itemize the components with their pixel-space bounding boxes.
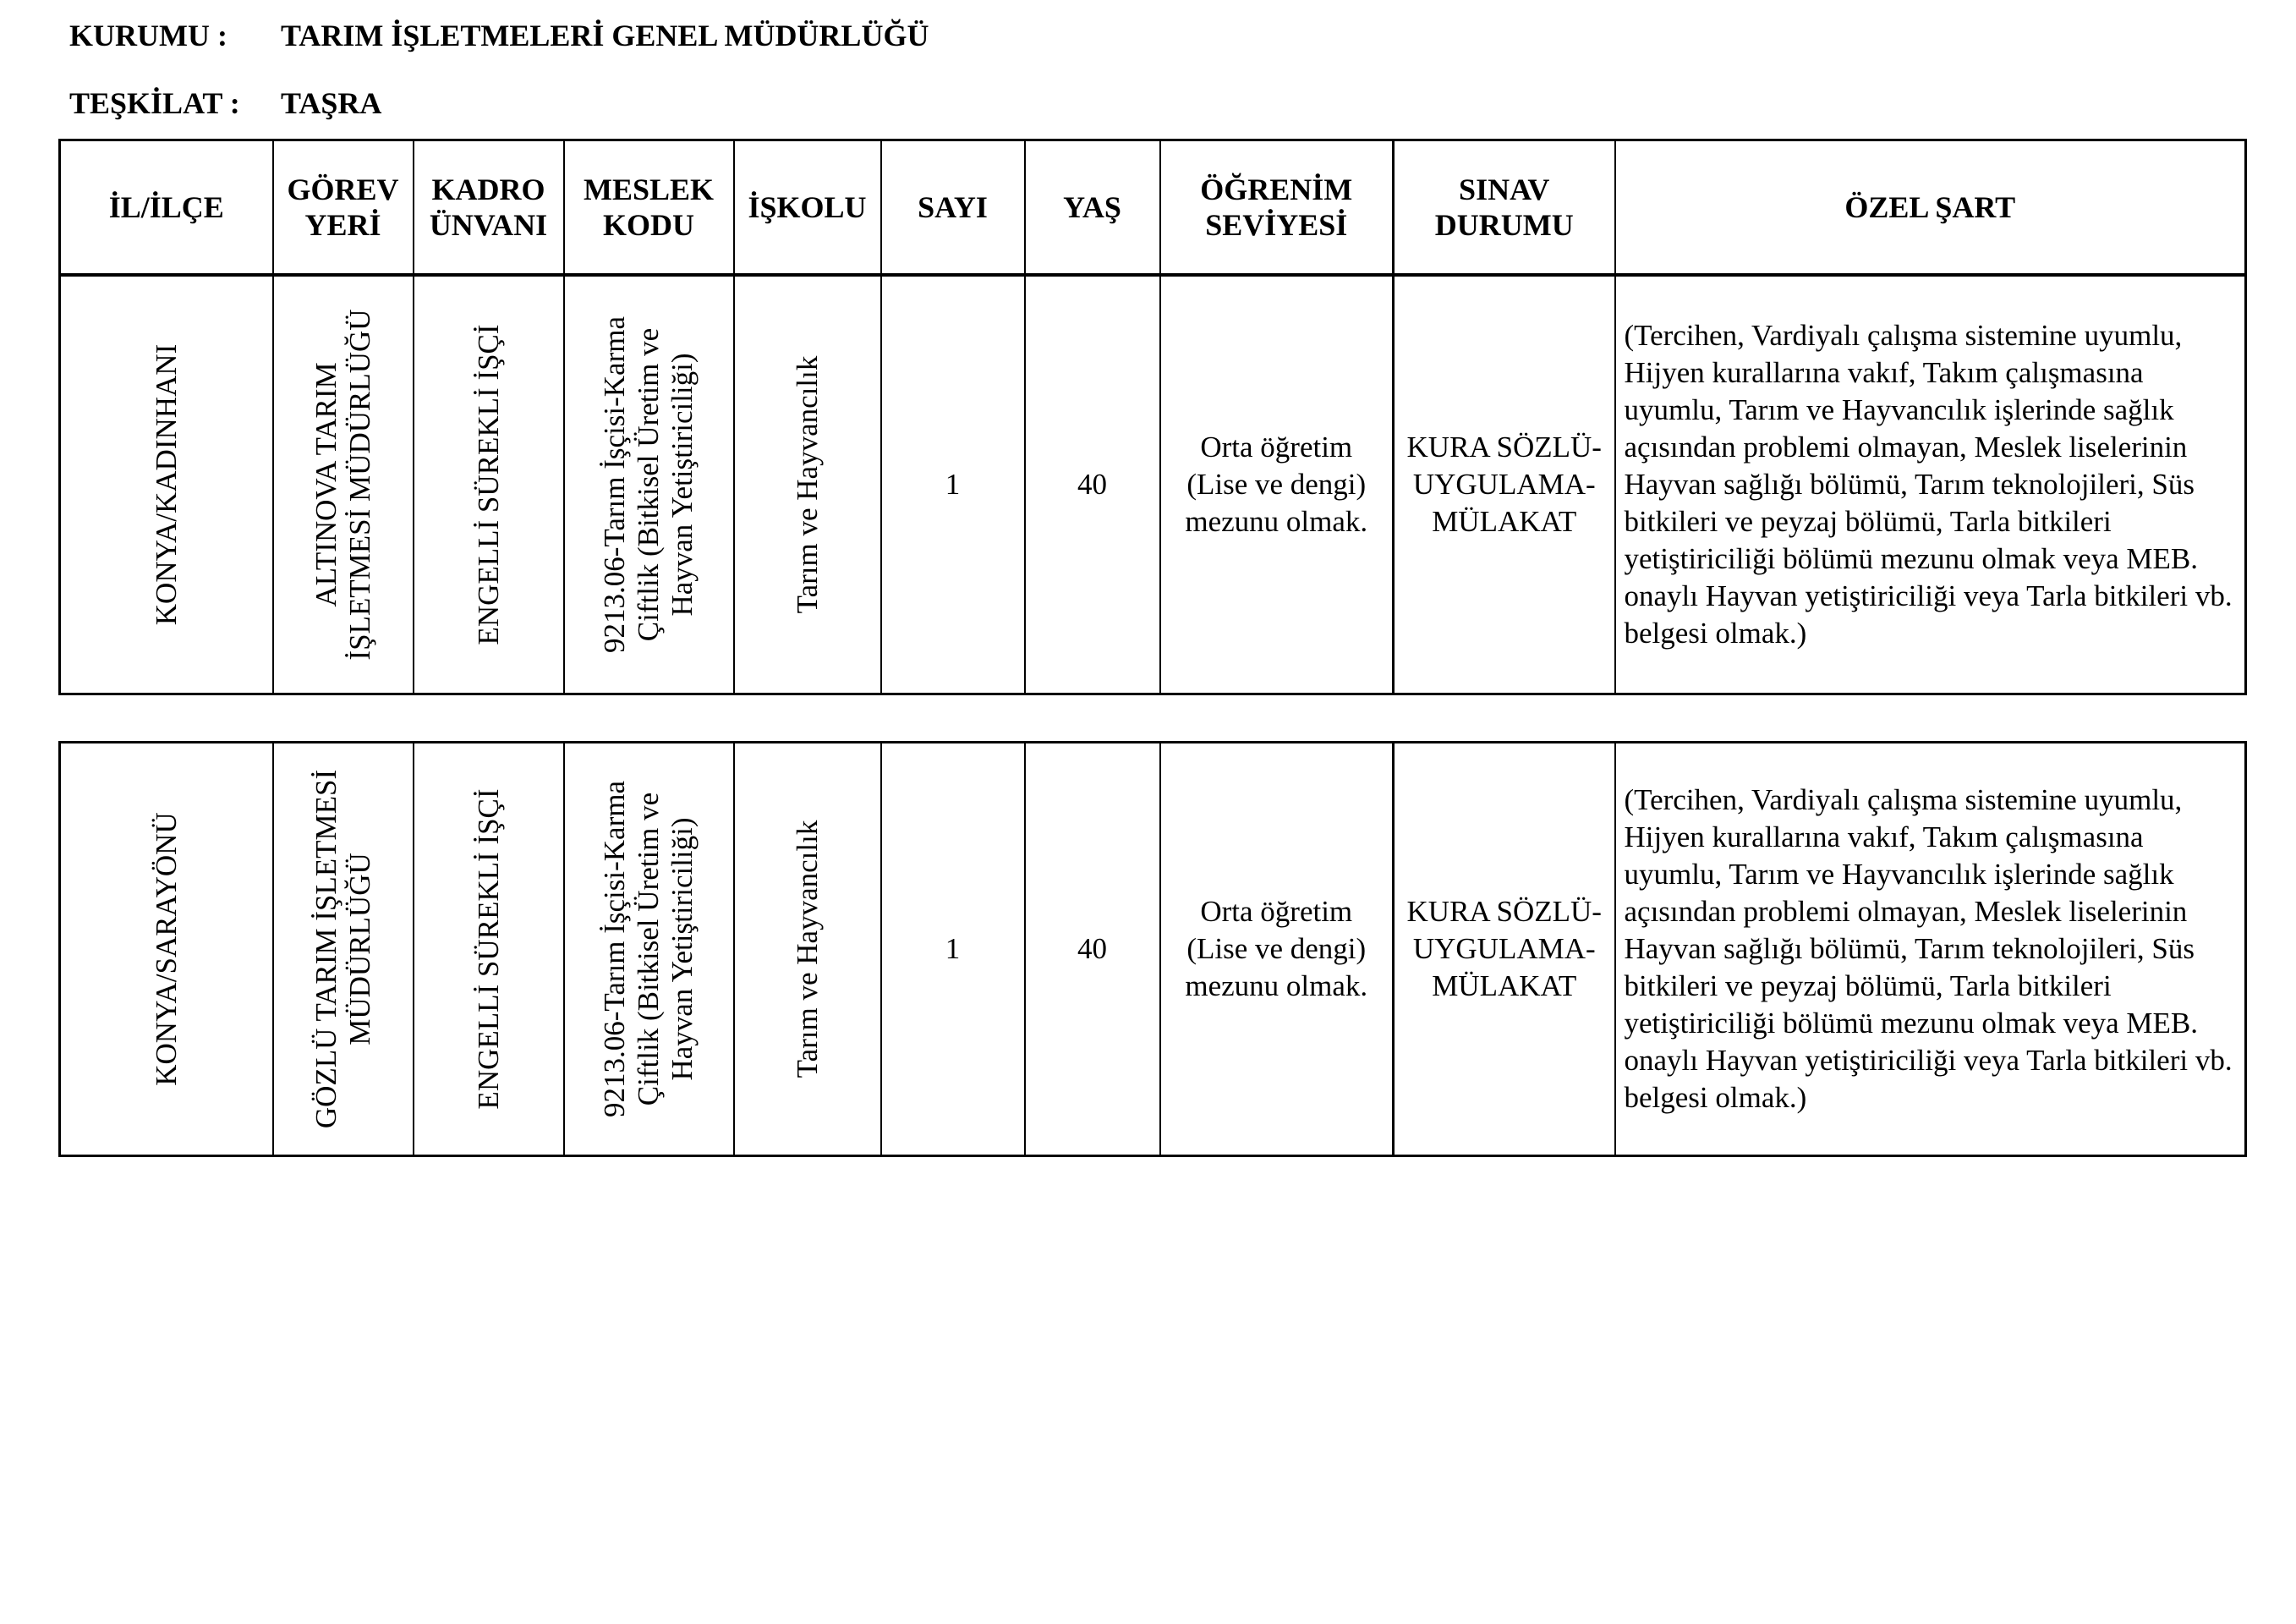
header-il-ilce: İL/İLÇE [60,140,273,276]
ogrenim-seviyesi-text: Orta öğretim (Lise ve dengi) mezunu olmak. [1185,431,1368,538]
ozel-sart-text: (Tercihen, Vardiyalı çalışma sistemine uyumlu, Hijyen kurallarına vakıf, Takım çalışmasına uyumlu, Tarım ve Hayvancılık işlerinde sağlık açısından problemi olmayan, Meslek liselerinin Hayvan sağlığı bölümü, Tarım teknolojileri, Süs bitkileri ve peyzaj bölümü, Tarla bitkileri yetiştiriciliği bölümü mezunu olmak veya MEB. onaylı Hayvan yetiştiriciliği veya Tarla bitkileri vb. belgesi olmak.) [1624,783,2233,1114]
sayi-text: 1 [945,468,961,501]
vacancy-table-2 [58,741,2247,1157]
cell-gorev-yeri [273,743,414,1156]
cell-ozel-sart [1615,275,2246,694]
yas-text: 40 [1077,468,1107,501]
ogrenim-seviyesi-text: Orta öğretim (Lise ve dengi) mezunu olmak. [1185,895,1368,1002]
header-ogrenim-seviyesi: ÖĞRENİM SEVİYESİ [1160,140,1394,276]
kadro-unvani-text: ENGELLİ SÜREKLİ İŞÇİ [471,788,505,1110]
header-meslek-kodu: MESLEK KODU [564,140,734,276]
kadro-unvani-text: ENGELLİ SÜREKLİ İŞÇİ [471,324,505,645]
header-sinav-durumu: SINAV DURUMU [1394,140,1615,276]
iskolu-text: Tarım ve Hayvancılık [790,820,824,1078]
cell-sinav-durumu [1394,743,1615,1156]
institution-value: TARIM İŞLETMELERİ GENEL MÜDÜRLÜĞÜ [281,19,929,52]
institution-label: KURUMU : [69,19,227,52]
cell-sayi [881,275,1025,694]
cell-il-ilce [60,275,273,694]
organization-line [69,85,381,122]
table-row [60,743,2246,1156]
iskolu-text: Tarım ve Hayvancılık [790,355,824,614]
il-ilce-text: KONYA/KADINHANI [149,343,183,626]
header-yas: YAŞ [1025,140,1160,276]
cell-kadro-unvani [414,743,564,1156]
cell-ogrenim-seviyesi [1160,275,1394,694]
gorev-yeri-text: ALTINOVA TARIM İŞLETMESİ MÜDÜRLÜĞÜ [309,309,376,661]
institution-line [69,17,929,54]
vacancy-table-1 [58,139,2247,695]
sinav-durumu-text: KURA SÖZLÜ-UYGULAMA-MÜLAKAT [1406,431,1602,538]
cell-yas [1025,275,1160,694]
cell-kadro-unvani [414,275,564,694]
sinav-durumu-text: KURA SÖZLÜ-UYGULAMA-MÜLAKAT [1406,895,1602,1002]
cell-ozel-sart [1615,743,2246,1156]
header-gorev-yeri: GÖREV YERİ [273,140,414,276]
header-iskolu: İŞKOLU [734,140,881,276]
il-ilce-text: KONYA/SARAYÖNÜ [149,812,183,1086]
gorev-yeri-text: GÖZLÜ TARIM İŞLETMESİ MÜDÜRLÜĞÜ [309,769,376,1129]
cell-iskolu [734,275,881,694]
header-sayi: SAYI [881,140,1025,276]
cell-meslek-kodu [564,743,734,1156]
cell-gorev-yeri [273,275,414,694]
cell-iskolu [734,743,881,1156]
meslek-kodu-text: 9213.06-Tarım İşçisi-Karma Çiftlik (Bitkisel Üretim ve Hayvan Yetiştiriciliği) [598,781,699,1117]
table-row [60,275,2246,694]
organization-label: TEŞKİLAT : [69,86,240,120]
cell-meslek-kodu [564,275,734,694]
header-kadro-unvani: KADRO ÜNVANI [414,140,564,276]
yas-text: 40 [1077,932,1107,965]
cell-sayi [881,743,1025,1156]
cell-yas [1025,743,1160,1156]
ozel-sart-text: (Tercihen, Vardiyalı çalışma sistemine uyumlu, Hijyen kurallarına vakıf, Takım çalışmasına uyumlu, Tarım ve Hayvancılık işlerinde sağlık açısından problemi olmayan, Meslek liselerinin Hayvan sağlığı bölümü, Tarım teknolojileri, Süs bitkileri ve peyzaj bölümü, Tarla bitkileri yetiştiriciliği bölümü mezunu olmak veya MEB. onaylı Hayvan yetiştiriciliği veya Tarla bitkileri vb. belgesi olmak.) [1624,319,2233,650]
header-ozel-sart: ÖZEL ŞART [1615,140,2246,276]
meslek-kodu-text: 9213.06-Tarım İşçisi-Karma Çiftlik (Bitkisel Üretim ve Hayvan Yetiştiriciliği) [598,316,699,653]
cell-il-ilce [60,743,273,1156]
cell-sinav-durumu [1394,275,1615,694]
organization-value: TAŞRA [281,86,382,120]
sayi-text: 1 [945,932,961,965]
cell-ogrenim-seviyesi [1160,743,1394,1156]
table-header-row [60,140,2246,276]
